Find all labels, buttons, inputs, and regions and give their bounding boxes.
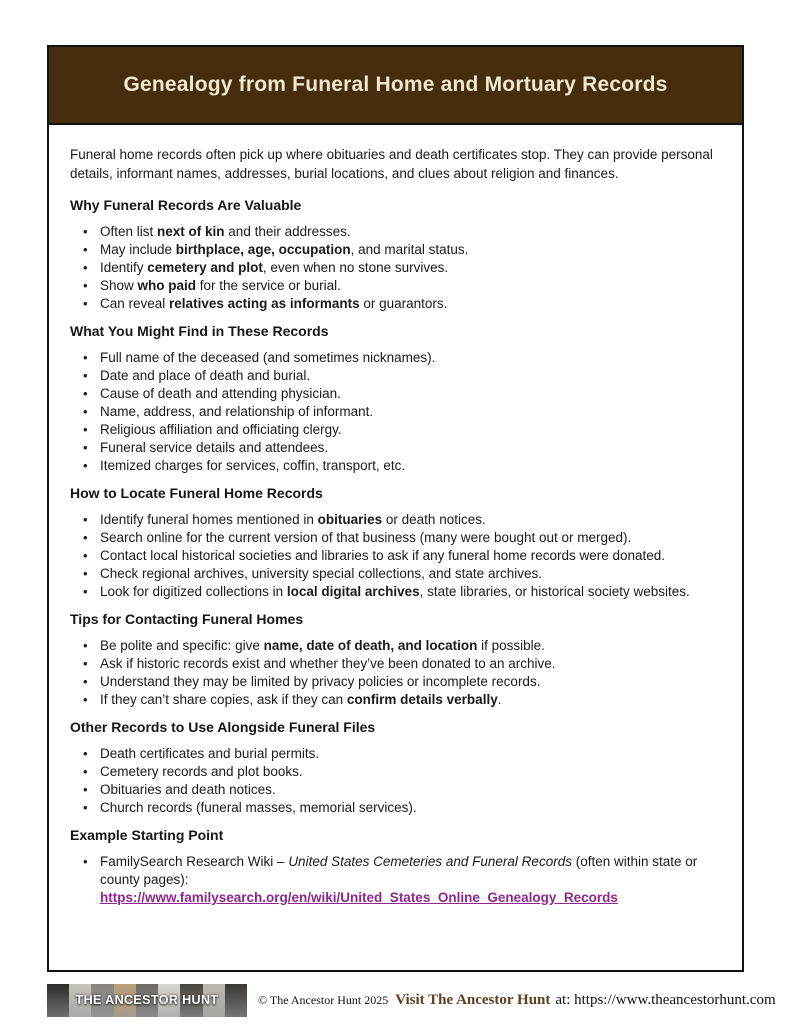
bullet-text — [100, 745, 721, 763]
document-header — [49, 47, 742, 125]
bullet-icon: • — [83, 530, 88, 545]
section-heading: Tips for Contacting Funeral Homes — [70, 611, 304, 627]
bullet-item — [70, 349, 721, 367]
bullet-list — [70, 745, 721, 817]
bullet-text — [100, 223, 721, 241]
text-run: obituaries — [317, 512, 383, 527]
bullet-text — [100, 403, 721, 421]
text-run: Search online for the current version of that business (many were bought out or merged). — [100, 530, 632, 545]
bullet-item — [70, 367, 721, 385]
section-heading: Other Records to Use Alongside Funeral Files — [70, 719, 376, 735]
bullet-icon: • — [83, 350, 88, 365]
bullet-icon: • — [83, 584, 88, 599]
bullet-icon: • — [83, 278, 88, 293]
bullet-icon: • — [83, 386, 88, 401]
text-run: next of kin — [157, 224, 225, 239]
bullet-item — [70, 799, 721, 817]
bullet-list — [70, 223, 721, 313]
bullet-item — [70, 655, 721, 673]
bullet-text — [100, 547, 721, 565]
page-footer — [47, 981, 776, 1019]
text-run: Obituaries and death notices. — [100, 782, 276, 797]
bullet-icon: • — [83, 674, 88, 689]
bullet-text — [100, 511, 721, 529]
bullet-item — [70, 277, 721, 295]
text-run: . — [497, 692, 502, 707]
bullet-text — [100, 637, 721, 655]
bullet-text — [100, 583, 721, 601]
text-run: Often list — [100, 224, 158, 239]
text-run: Funeral service details and attendees. — [100, 440, 329, 455]
bullet-item — [70, 547, 721, 565]
bullet-item — [70, 223, 721, 241]
familysearch-wiki-link[interactable]: https://www.familysearch.org/en/wiki/United_States_Online_Genealogy_Records — [100, 890, 618, 905]
bullet-icon: • — [83, 764, 88, 779]
bullet-item — [70, 421, 721, 439]
document-body — [49, 125, 742, 907]
bullet-icon: • — [83, 656, 88, 671]
visit-ancestor-hunt-label: Visit The Ancestor Hunt — [395, 991, 551, 1008]
text-run: Itemized charges for services, coffin, transport, etc. — [100, 458, 406, 473]
bullet-text — [100, 241, 721, 259]
text-run: Look for digitized collections in — [100, 584, 287, 599]
bullet-icon: • — [83, 296, 88, 311]
text-run: May include — [100, 242, 176, 257]
text-run: , even when no stone survives. — [262, 260, 449, 275]
bullet-text — [100, 367, 721, 385]
bullet-text — [100, 259, 721, 277]
bullet-item — [70, 853, 721, 907]
bullet-list — [70, 511, 721, 601]
bullet-text — [100, 421, 721, 439]
text-run: Cemetery records and plot books. — [100, 764, 303, 779]
bullet-text — [100, 673, 721, 691]
bullet-icon: • — [83, 440, 88, 455]
bullet-item — [70, 781, 721, 799]
bullet-icon: • — [83, 368, 88, 383]
bullet-item — [70, 295, 721, 313]
bullet-list — [70, 349, 721, 475]
bullet-item — [70, 403, 721, 421]
bullet-text — [100, 295, 721, 313]
document-frame — [47, 45, 744, 972]
bullet-icon: • — [83, 638, 88, 653]
text-run: Church records (funeral masses, memorial services). — [100, 800, 417, 815]
bullet-text — [100, 781, 721, 799]
text-run: FamilySearch Research Wiki – — [100, 854, 289, 869]
text-run: Show — [100, 278, 138, 293]
bullet-icon: • — [83, 782, 88, 797]
bullet-item — [70, 691, 721, 709]
text-run: local digital archives — [286, 584, 420, 599]
bullet-icon: • — [83, 566, 88, 581]
text-run: if possible. — [477, 638, 545, 653]
text-run: , state libraries, or historical society websites. — [419, 584, 690, 599]
bullet-icon: • — [83, 404, 88, 419]
bullet-item — [70, 637, 721, 655]
bullet-icon: • — [83, 800, 88, 815]
text-run: who paid — [137, 278, 197, 293]
text-run: If they can’t share copies, ask if they can — [100, 692, 347, 707]
text-run: , and marital status. — [350, 242, 469, 257]
text-run: Identify funeral homes mentioned in — [100, 512, 318, 527]
text-run: Full name of the deceased (and sometimes nicknames). — [100, 350, 436, 365]
bullet-text — [100, 439, 721, 457]
bullet-text — [100, 799, 721, 817]
bullet-icon: • — [83, 242, 88, 257]
bullet-item — [70, 439, 721, 457]
section-heading: Example Starting Point — [70, 827, 224, 843]
bullet-text — [100, 565, 721, 583]
bullet-text — [100, 457, 721, 475]
text-run: Identify — [100, 260, 148, 275]
bullet-item — [70, 259, 721, 277]
page-title: Genealogy from Funeral Home and Mortuary Records — [123, 73, 668, 96]
section-heading: Why Funeral Records Are Valuable — [70, 197, 302, 213]
text-run: name, date of death, and location — [263, 638, 478, 653]
text-run: confirm details verbally — [346, 692, 498, 707]
bullet-item — [70, 565, 721, 583]
bullet-text — [100, 385, 721, 403]
text-run: Check regional archives, university special collections, and state archives. — [100, 566, 542, 581]
bullet-text — [100, 853, 721, 907]
text-run: Cause of death and attending physician. — [100, 386, 341, 401]
text-run: or death notices. — [382, 512, 486, 527]
text-run: birthplace, age, occupation — [175, 242, 351, 257]
bullet-item — [70, 385, 721, 403]
sections-container — [70, 198, 721, 907]
bullet-item — [70, 241, 721, 259]
text-run: Date and place of death and burial. — [100, 368, 311, 383]
bullet-item — [70, 529, 721, 547]
bullet-icon: • — [83, 458, 88, 473]
bullet-list — [70, 853, 721, 907]
footer-text — [258, 992, 776, 1009]
section-heading: What You Might Find in These Records — [70, 323, 329, 339]
text-run: Can reveal — [100, 296, 170, 311]
section-heading: How to Locate Funeral Home Records — [70, 485, 323, 501]
logo-text: THE ANCESTOR HUNT — [75, 993, 219, 1007]
bullet-text — [100, 529, 721, 547]
bullet-text — [100, 763, 721, 781]
bullet-list — [70, 637, 721, 709]
text-run: relatives acting as informants — [169, 296, 360, 311]
text-run: Name, address, and relationship of informant. — [100, 404, 374, 419]
text-run: for the service or burial. — [196, 278, 341, 293]
ancestor-hunt-logo — [47, 984, 247, 1017]
text-run: United States Cemeteries and Funeral Records — [288, 854, 572, 869]
bullet-icon: • — [83, 224, 88, 239]
bullet-item — [70, 763, 721, 781]
bullet-item — [70, 583, 721, 601]
bullet-icon: • — [83, 746, 88, 761]
text-run: cemetery and plot — [147, 260, 263, 275]
text-run: Be polite and specific: give — [100, 638, 264, 653]
bullet-icon: • — [83, 512, 88, 527]
text-run: Contact local historical societies and libraries to ask if any funeral home records were donated. — [100, 548, 666, 563]
bullet-icon: • — [83, 260, 88, 275]
copyright-text: © The Ancestor Hunt 2025 — [258, 992, 389, 1007]
text-run: (often within state or county pages): — [100, 854, 698, 887]
bullet-item — [70, 511, 721, 529]
bullet-item — [70, 673, 721, 691]
bullet-text — [100, 655, 721, 673]
intro-paragraph: Funeral home records often pick up where obituaries and death certificates stop. They can provide personal details, informant names, addresses, burial locations, and clues about religion and finances. — [70, 147, 713, 181]
text-run: Ask if historic records exist and whether they’ve been donated to an archive. — [100, 656, 556, 671]
bullet-icon: • — [83, 422, 88, 437]
bullet-item — [70, 457, 721, 475]
bullet-text — [100, 691, 721, 709]
bullet-item — [70, 745, 721, 763]
text-run: and their addresses. — [224, 224, 351, 239]
bullet-icon: • — [83, 548, 88, 563]
footer-site-url[interactable]: at: https://www.theancestorhunt.com — [555, 991, 776, 1008]
bullet-text — [100, 349, 721, 367]
bullet-text — [100, 277, 721, 295]
text-run: Understand they may be limited by privacy policies or incomplete records. — [100, 674, 541, 689]
text-run: Religious affiliation and officiating clergy. — [100, 422, 342, 437]
text-run: Death certificates and burial permits. — [100, 746, 320, 761]
text-run: or guarantors. — [359, 296, 448, 311]
bullet-icon: • — [83, 692, 88, 707]
bullet-icon: • — [83, 854, 88, 869]
